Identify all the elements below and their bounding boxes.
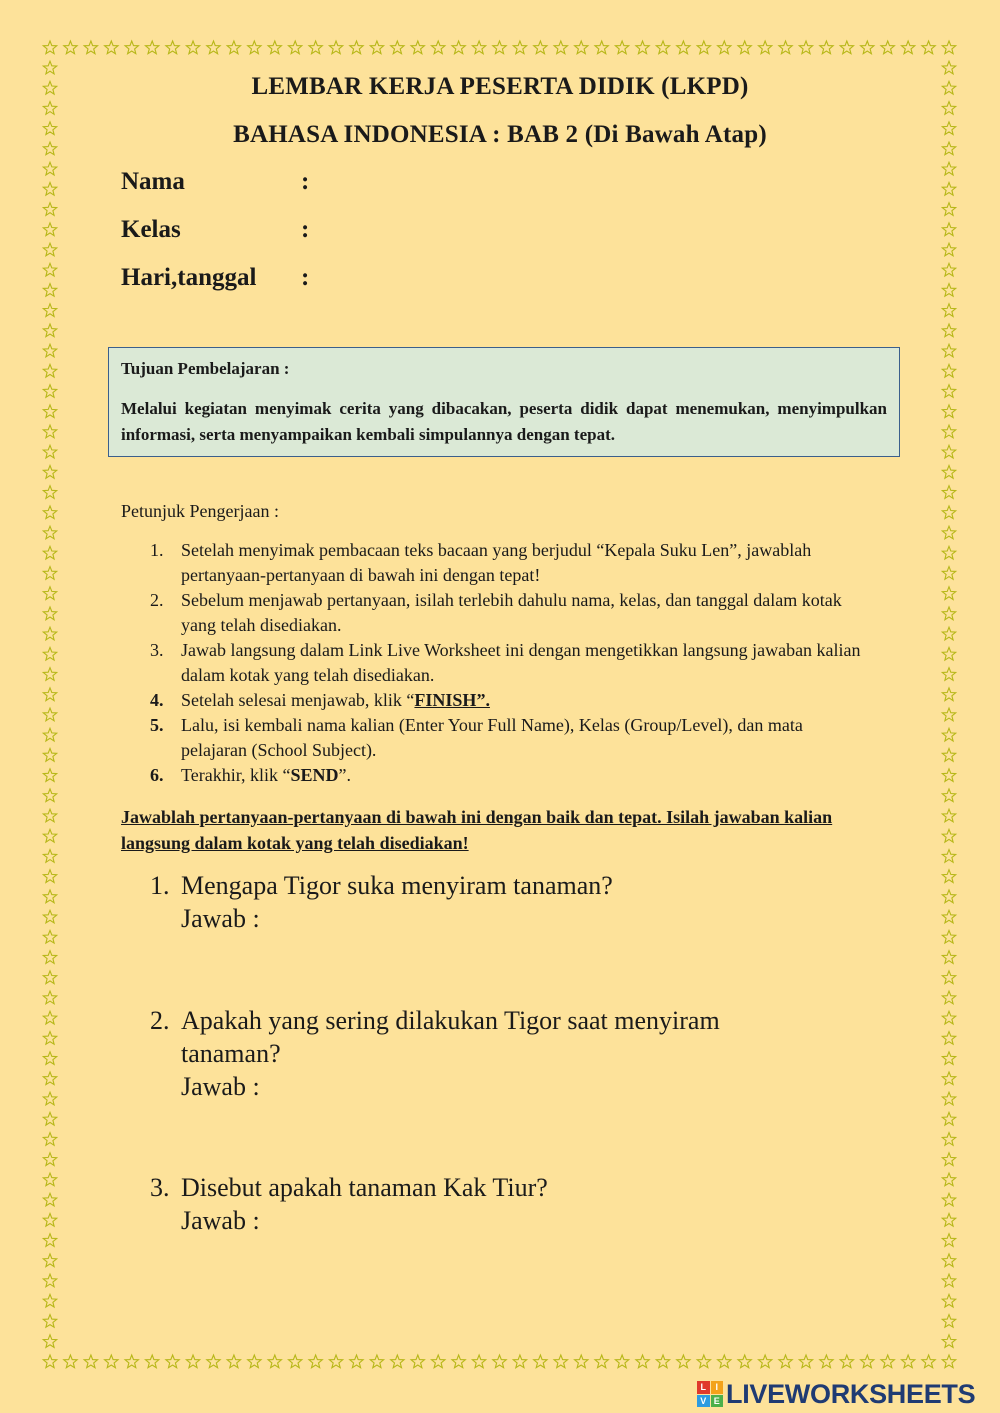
border-star-icon: [43, 304, 56, 317]
border-star-icon: [942, 1294, 955, 1307]
border-star-icon: [942, 1254, 955, 1267]
instruction-number: 6.: [150, 765, 164, 785]
border-star-icon: [43, 668, 56, 681]
border-star-icon: [942, 445, 955, 458]
border-star-icon: [942, 344, 955, 357]
instructions-list: [150, 538, 870, 788]
border-star-icon: [43, 1234, 56, 1247]
date-colon: :: [301, 264, 310, 291]
border-star-icon: [43, 546, 56, 559]
border-star-icon: [125, 41, 138, 54]
border-star-icon: [43, 1193, 56, 1206]
border-star-icon: [881, 41, 894, 54]
border-star-icon: [43, 102, 56, 115]
border-star-icon: [43, 749, 56, 762]
border-star-icon: [942, 769, 955, 782]
border-star-icon: [942, 971, 955, 984]
border-star-icon: [391, 41, 404, 54]
answer-label[interactable]: Jawab :: [181, 1206, 260, 1235]
border-star-icon: [43, 445, 56, 458]
border-star-icon: [329, 1355, 342, 1368]
border-star-icon: [472, 41, 485, 54]
border-star-icon: [432, 1355, 445, 1368]
instruction-text: Setelah menyimak pembacaan teks bacaan yang berjudul “Kepala Suku Len”, jawablah pertanyaan-pertanyaan di bawah ini dengan tepat!: [181, 540, 812, 585]
border-star-icon: [942, 1355, 955, 1368]
border-star-icon: [43, 506, 56, 519]
border-star-icon: [43, 425, 56, 438]
border-star-icon: [942, 324, 955, 337]
border-star-icon: [207, 1355, 220, 1368]
border-star-icon: [43, 587, 56, 600]
instruction-text: Sebelum menjawab pertanyaan, isilah terlebih dahulu nama, kelas, dan tanggal dalam kotak yang telah disediakan.: [181, 590, 842, 635]
border-star-icon: [942, 1032, 955, 1045]
border-star-icon: [942, 1234, 955, 1247]
border-star-icon: [248, 1355, 261, 1368]
border-star-icon: [615, 1355, 628, 1368]
border-star-icon: [248, 41, 261, 54]
border-star-icon: [513, 1355, 526, 1368]
learning-goal-box: [108, 347, 900, 457]
instruction-number: 4.: [150, 690, 164, 710]
instructions-heading: Petunjuk Pengerjaan :: [121, 501, 279, 521]
border-star-icon: [881, 1355, 894, 1368]
border-star-icon: [942, 1092, 955, 1105]
border-star-icon: [942, 546, 955, 559]
instruction-item: [150, 588, 870, 638]
border-star-icon: [942, 850, 955, 863]
border-star-icon: [350, 1355, 363, 1368]
instruction-text-pre: Setelah selesai menjawab, klik “: [181, 690, 415, 710]
answer-label[interactable]: Jawab :: [181, 1072, 260, 1101]
border-star-icon: [207, 41, 220, 54]
border-star-icon: [43, 567, 56, 580]
border-star-icon: [513, 41, 526, 54]
border-star-icon: [942, 1173, 955, 1186]
border-star-icon: [942, 284, 955, 297]
border-star-icon: [43, 405, 56, 418]
border-star-icon: [43, 951, 56, 964]
border-star-icon: [656, 41, 669, 54]
name-colon: :: [301, 168, 310, 195]
instruction-item: [150, 713, 870, 763]
border-star-icon: [942, 951, 955, 964]
border-star-icon: [942, 607, 955, 620]
border-star-icon: [942, 1153, 955, 1166]
border-star-icon: [43, 486, 56, 499]
border-star-icon: [43, 991, 56, 1004]
date-label: Hari,tanggal: [121, 264, 257, 291]
border-star-icon: [922, 41, 935, 54]
border-star-icon: [411, 41, 424, 54]
border-star-icon: [554, 1355, 567, 1368]
border-star-icon: [942, 506, 955, 519]
border-star-icon: [922, 1355, 935, 1368]
border-star-icon: [942, 1214, 955, 1227]
border-star-icon: [43, 203, 56, 216]
border-star-icon: [942, 567, 955, 580]
question-text: Mengapa Tigor suka menyiram tanaman?: [181, 871, 613, 900]
border-star-icon: [942, 789, 955, 802]
instruction-text-pre: Terakhir, klik “: [181, 765, 291, 785]
border-star-icon: [64, 41, 77, 54]
border-star-icon: [942, 587, 955, 600]
question-body: [181, 1004, 801, 1103]
border-star-icon: [289, 1355, 302, 1368]
border-star-icon: [43, 1254, 56, 1267]
border-star-icon: [942, 668, 955, 681]
border-star-icon: [43, 607, 56, 620]
border-star-icon: [738, 41, 751, 54]
border-star-icon: [697, 1355, 710, 1368]
border-star-icon: [227, 41, 240, 54]
answer-label[interactable]: Jawab :: [181, 904, 260, 933]
border-star-icon: [43, 789, 56, 802]
border-star-icon: [942, 1315, 955, 1328]
border-star-icon: [309, 41, 322, 54]
border-star-icon: [43, 1092, 56, 1105]
border-star-icon: [718, 41, 731, 54]
logo-text: LIVEWORKSHEETS: [726, 1378, 976, 1409]
border-star-icon: [677, 1355, 690, 1368]
border-star-icon: [43, 728, 56, 741]
border-star-icon: [43, 183, 56, 196]
border-star-icon: [636, 1355, 649, 1368]
border-star-icon: [677, 41, 690, 54]
border-star-icon: [43, 1214, 56, 1227]
instruction-number: 3.: [150, 640, 164, 660]
border-star-icon: [759, 1355, 772, 1368]
border-star-icon: [942, 1112, 955, 1125]
border-star-icon: [309, 1355, 322, 1368]
border-star-icon: [411, 1355, 424, 1368]
border-star-icon: [942, 1274, 955, 1287]
border-star-icon: [43, 324, 56, 337]
border-star-icon: [942, 405, 955, 418]
border-star-icon: [799, 1355, 812, 1368]
border-star-icon: [43, 263, 56, 276]
border-star-icon: [820, 1355, 833, 1368]
border-star-icon: [43, 344, 56, 357]
border-star-icon: [942, 708, 955, 721]
logo-badge-icon: [697, 1381, 723, 1407]
border-star-icon: [43, 1133, 56, 1146]
logo-badge-letter: I: [711, 1381, 724, 1394]
border-star-icon: [289, 41, 302, 54]
question-body: [181, 869, 841, 935]
border-star-icon: [595, 41, 608, 54]
instruction-item: [150, 538, 870, 588]
border-star-icon: [186, 1355, 199, 1368]
border-star-icon: [493, 1355, 506, 1368]
border-star-icon: [942, 385, 955, 398]
border-star-icon: [534, 1355, 547, 1368]
border-star-icon: [942, 183, 955, 196]
border-star-icon: [84, 41, 97, 54]
name-label: Nama: [121, 168, 185, 195]
border-star-icon: [43, 627, 56, 640]
instruction-text: [181, 690, 490, 710]
border-star-icon: [43, 1112, 56, 1125]
border-star-icon: [942, 931, 955, 944]
border-star-icon: [43, 708, 56, 721]
instruction-text: Jawab langsung dalam Link Live Worksheet ini dengan mengetikkan langsung jawaban kalian dalam kotak yang telah disediakan.: [181, 640, 861, 685]
border-star-icon: [43, 648, 56, 661]
border-star-icon: [43, 466, 56, 479]
page-title: LEMBAR KERJA PESERTA DIDIK (LKPD): [251, 73, 749, 100]
border-star-icon: [43, 1355, 56, 1368]
border-star-icon: [268, 41, 281, 54]
border-star-icon: [942, 1072, 955, 1085]
border-star-icon: [43, 223, 56, 236]
question-text: Disebut apakah tanaman Kak Tiur?: [181, 1173, 548, 1202]
border-star-icon: [942, 102, 955, 115]
instruction-text: Lalu, isi kembali nama kalian (Enter Your Full Name), Kelas (Group/Level), dan mata pelajaran (School Subject).: [181, 715, 803, 760]
border-star-icon: [942, 1193, 955, 1206]
border-star-icon: [43, 1032, 56, 1045]
instruction-number: 1.: [150, 540, 164, 560]
send-keyword: SEND: [290, 765, 339, 785]
border-star-icon: [146, 41, 159, 54]
border-star-icon: [942, 890, 955, 903]
border-star-icon: [370, 41, 383, 54]
border-star-icon: [186, 41, 199, 54]
border-star-icon: [43, 41, 56, 54]
logo-badge-letter: L: [697, 1381, 710, 1394]
border-star-icon: [43, 910, 56, 923]
border-star-icon: [391, 1355, 404, 1368]
border-star-icon: [575, 41, 588, 54]
border-star-icon: [820, 41, 833, 54]
border-star-icon: [636, 41, 649, 54]
border-star-icon: [942, 162, 955, 175]
border-star-icon: [43, 1072, 56, 1085]
class-colon: :: [301, 216, 310, 243]
border-star-icon: [84, 1355, 97, 1368]
border-star-icon: [942, 1011, 955, 1024]
class-label: Kelas: [121, 216, 181, 243]
learning-goal-heading: Tujuan Pembelajaran :: [121, 359, 290, 378]
border-star-icon: [779, 41, 792, 54]
border-star-icon: [902, 41, 915, 54]
instruction-item: [150, 688, 870, 713]
border-star-icon: [43, 688, 56, 701]
border-star-icon: [43, 162, 56, 175]
learning-goal-text: Melalui kegiatan menyimak cerita yang dibacakan, peserta didik dapat menemukan, menyimpulkan informasi, serta menyampaikan kembali simpulannya dengan tepat.: [121, 399, 887, 444]
border-star-icon: [942, 749, 955, 762]
border-star-icon: [43, 850, 56, 863]
border-star-icon: [759, 41, 772, 54]
question-number: 1.: [150, 871, 170, 900]
border-star-icon: [840, 1355, 853, 1368]
answer-instruction-note: Jawablah pertanyaan-pertanyaan di bawah ini dengan baik dan tepat. Isilah jawaban kalian langsung dalam kotak yang telah disediakan!: [121, 807, 833, 853]
border-star-icon: [43, 1153, 56, 1166]
border-star-icon: [840, 41, 853, 54]
instruction-text-post: ”.: [338, 765, 351, 785]
border-star-icon: [125, 1355, 138, 1368]
border-star-icon: [575, 1355, 588, 1368]
border-star-icon: [942, 466, 955, 479]
border-star-icon: [942, 728, 955, 741]
border-star-icon: [43, 829, 56, 842]
border-star-icon: [942, 486, 955, 499]
border-star-icon: [942, 304, 955, 317]
border-star-icon: [942, 425, 955, 438]
border-star-icon: [942, 61, 955, 74]
border-star-icon: [452, 41, 465, 54]
border-star-icon: [105, 41, 118, 54]
logo-badge-letter: V: [697, 1395, 710, 1408]
border-star-icon: [43, 890, 56, 903]
question-number: 2.: [150, 1006, 170, 1035]
question-number: 3.: [150, 1173, 170, 1202]
border-star-icon: [472, 1355, 485, 1368]
border-star-icon: [942, 648, 955, 661]
border-star-icon: [43, 870, 56, 883]
border-star-icon: [861, 41, 874, 54]
border-star-icon: [942, 364, 955, 377]
instruction-number: 5.: [150, 715, 164, 735]
border-star-icon: [942, 688, 955, 701]
border-star-icon: [942, 991, 955, 1004]
page-subtitle: BAHASA INDONESIA : BAB 2 (Di Bawah Atap): [233, 121, 767, 148]
border-star-icon: [942, 1052, 955, 1065]
finish-keyword: FINISH”.: [414, 690, 490, 710]
border-star-icon: [779, 1355, 792, 1368]
border-star-icon: [942, 243, 955, 256]
border-star-icon: [268, 1355, 281, 1368]
border-star-icon: [738, 1355, 751, 1368]
border-star-icon: [595, 1355, 608, 1368]
border-star-icon: [942, 223, 955, 236]
border-star-icon: [799, 41, 812, 54]
border-star-icon: [43, 61, 56, 74]
border-star-icon: [43, 1052, 56, 1065]
border-star-icon: [554, 41, 567, 54]
border-star-icon: [43, 971, 56, 984]
border-star-icon: [43, 1315, 56, 1328]
border-star-icon: [105, 1355, 118, 1368]
border-star-icon: [43, 1173, 56, 1186]
border-star-icon: [329, 41, 342, 54]
border-star-icon: [43, 769, 56, 782]
border-star-icon: [64, 1355, 77, 1368]
border-star-icon: [942, 41, 955, 54]
border-star-icon: [615, 41, 628, 54]
question-text: Apakah yang sering dilakukan Tigor saat menyiram tanaman?: [181, 1006, 720, 1068]
border-star-icon: [942, 809, 955, 822]
border-star-icon: [718, 1355, 731, 1368]
border-star-icon: [432, 41, 445, 54]
border-star-icon: [43, 931, 56, 944]
border-star-icon: [43, 364, 56, 377]
border-star-icon: [942, 1133, 955, 1146]
border-star-icon: [166, 41, 179, 54]
question-body: [181, 1171, 841, 1237]
border-star-icon: [697, 41, 710, 54]
liveworksheets-logo: [697, 1377, 975, 1411]
border-star-icon: [370, 1355, 383, 1368]
border-star-icon: [43, 1335, 56, 1348]
border-star-icon: [942, 910, 955, 923]
border-star-icon: [227, 1355, 240, 1368]
border-star-icon: [902, 1355, 915, 1368]
border-star-icon: [942, 1335, 955, 1348]
border-star-icon: [43, 1274, 56, 1287]
border-star-icon: [942, 627, 955, 640]
logo-badge-letter: E: [711, 1395, 724, 1408]
border-star-icon: [146, 1355, 159, 1368]
border-star-icon: [942, 526, 955, 539]
instruction-number: 2.: [150, 590, 164, 610]
border-star-icon: [43, 526, 56, 539]
border-star-icon: [43, 284, 56, 297]
border-star-icon: [43, 809, 56, 822]
border-star-icon: [493, 41, 506, 54]
border-star-icon: [452, 1355, 465, 1368]
border-star-icon: [43, 243, 56, 256]
instruction-item: [150, 763, 870, 788]
border-star-icon: [942, 829, 955, 842]
border-star-icon: [942, 263, 955, 276]
border-star-icon: [942, 870, 955, 883]
instruction-text: [181, 765, 351, 785]
border-star-icon: [166, 1355, 179, 1368]
border-star-icon: [861, 1355, 874, 1368]
border-star-icon: [43, 385, 56, 398]
border-star-icon: [350, 41, 363, 54]
border-star-icon: [942, 203, 955, 216]
instruction-item: [150, 638, 870, 688]
border-star-icon: [656, 1355, 669, 1368]
border-star-icon: [534, 41, 547, 54]
border-star-icon: [43, 1294, 56, 1307]
border-star-icon: [43, 1011, 56, 1024]
